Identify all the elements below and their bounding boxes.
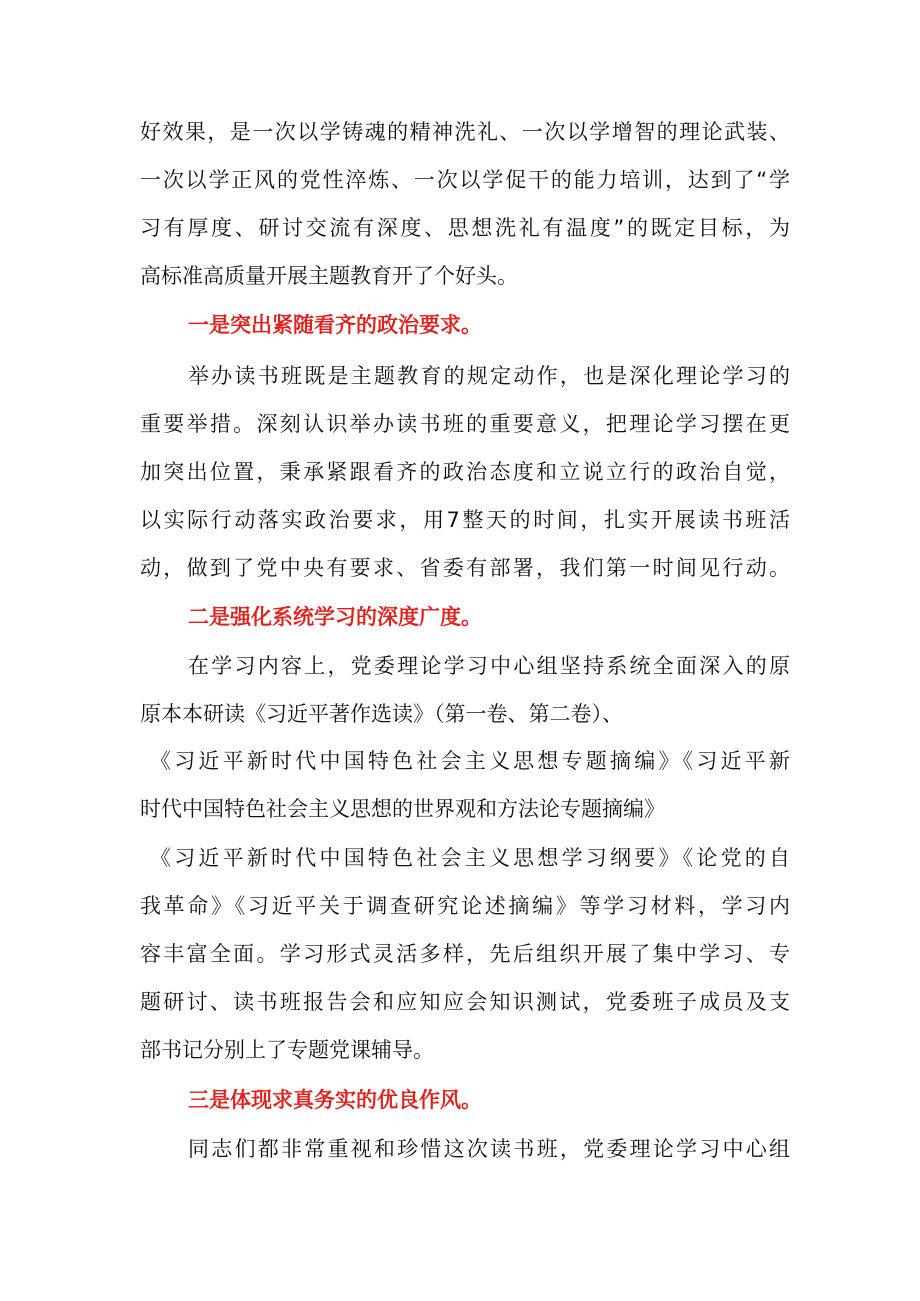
text-line: 动，做到了党中央有要求、省委有部署，我们第一时间见行动。 [140, 556, 790, 580]
text-line: 好效果，是一次以学铸魂的精神洗礼、一次以学增智的理论武装、 [140, 120, 790, 144]
text-line: 习有厚度、研讨交流有深度、思想洗礼有温度”的既定目标，为 [140, 216, 790, 240]
text-line: 部书记分别上了专题党课辅导。 [140, 1038, 434, 1062]
text-line: 加突出位置，秉承紧跟看齐的政治态度和立说立行的政治自觉， [140, 460, 790, 484]
text-line: 题研讨、读书班报告会和应知应会知识测试，党委班子成员及支 [140, 990, 790, 1014]
text-line: 在学习内容上，党委理论学习中心组坚持系统全面深入的原 [188, 654, 790, 678]
section-heading-2: 二是强化系统学习的深度广度。 [188, 605, 482, 629]
text-line: 我革命》《习近平关于调查研究论述摘编》等学习材料，学习内 [140, 894, 790, 918]
section-heading-3: 三是体现求真务实的优良作风。 [188, 1088, 482, 1112]
text-line: 容丰富全面。学习形式灵活多样，先后组织开展了集中学习、专 [140, 942, 790, 966]
text-line: 《习近平新时代中国特色社会主义思想专题摘编》《习近平新 [150, 749, 790, 773]
text-line: 高标准高质量开展主题教育开了个好头。 [140, 264, 518, 288]
text-line: 举办读书班既是主题教育的规定动作，也是深化理论学习的 [188, 364, 790, 388]
text-line: 时代中国特色社会主义思想的世界观和方法论专题摘编》 [140, 797, 665, 821]
text-line: 同志们都非常重视和珍惜这次读书班，党委理论学习中心组 [188, 1137, 790, 1161]
section-heading-1: 一是突出紧随看齐的政治要求。 [188, 313, 482, 337]
text-line: 《习近平新时代中国特色社会主义思想学习纲要》《论党的自 [150, 846, 790, 870]
text-line: 一次以学正风的党性淬炼、一次以学促干的能力培训，达到了“学 [140, 168, 790, 192]
text-line: 重要举措。深刻认识举办读书班的重要意义，把理论学习摆在更 [140, 412, 790, 436]
text-line: 以实际行动落实政治要求，用7整天的时间，扎实开展读书班活 [140, 508, 790, 532]
text-line: 原本本研读《习近平著作选读》（第一卷、第二卷）、 [140, 702, 623, 726]
